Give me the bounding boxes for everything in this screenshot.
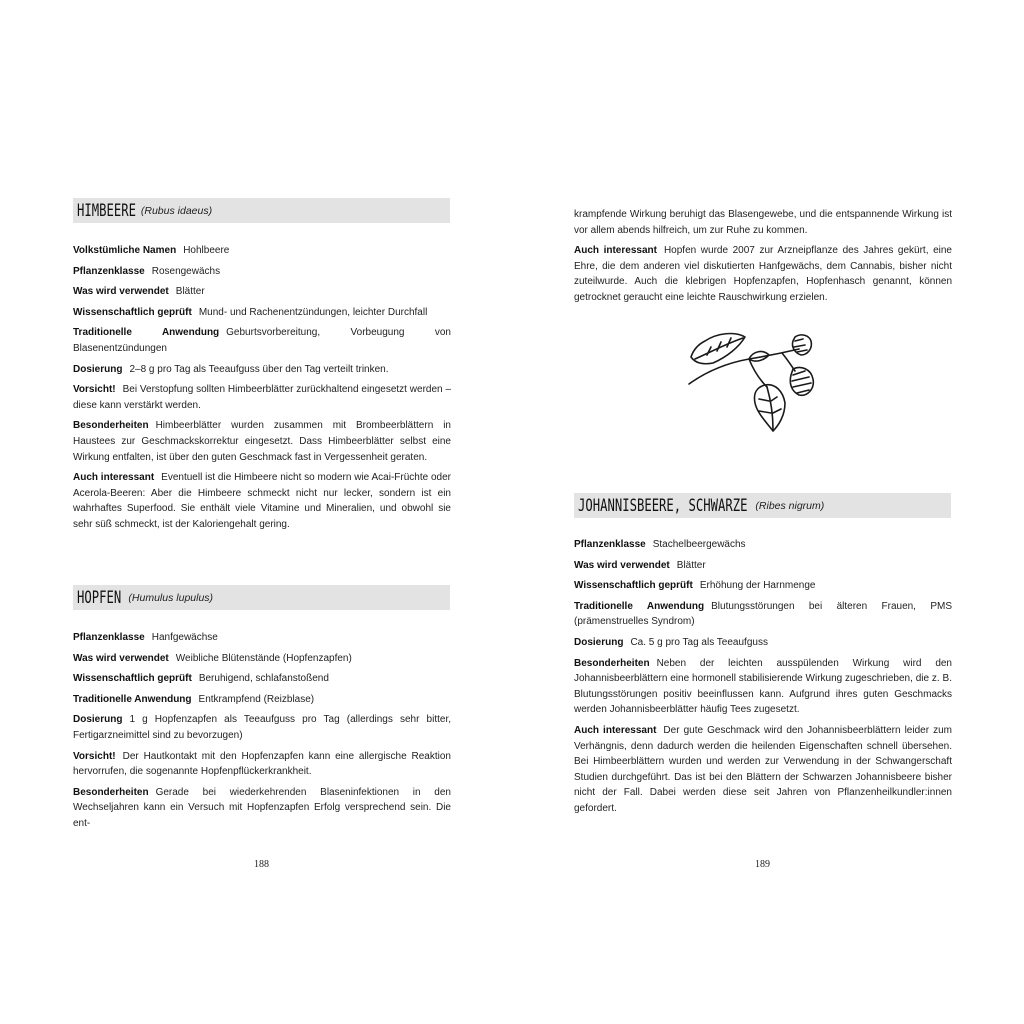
entry-label: Volkstümliche Namen [73, 245, 177, 256]
entry [73, 362, 451, 378]
entry-label: Traditionelle Anwendung [73, 327, 220, 339]
entry-text: Rosengewächs [151, 265, 221, 277]
entry-label: Was wird verwendet [73, 652, 169, 664]
right-page [574, 0, 952, 1024]
entries-hopfen [73, 630, 451, 837]
entry [73, 470, 451, 532]
entry [73, 671, 451, 687]
entry-label: Vorsicht! [73, 750, 116, 762]
entry-label: Dosierung [73, 363, 123, 375]
entry [73, 418, 451, 465]
entry-label: Besonderheiten [73, 786, 149, 798]
entry-label: Auch interessant [574, 724, 657, 736]
entry-text: 2–8 g pro Tag als Teeaufguss über den Tag verteilt trinken. [129, 363, 389, 375]
entry [73, 243, 451, 259]
entry [73, 692, 451, 708]
entry-label: Dosierung [574, 636, 624, 648]
latin-name: (Rubus idaeus) [140, 204, 213, 217]
entry-label: Was wird verwendet [73, 286, 169, 298]
heading-himbeere [73, 198, 450, 223]
entry-text: Entkrampfend (Reizblase) [198, 693, 315, 705]
entry [574, 558, 952, 574]
entry-label: Besonderheiten [73, 420, 149, 432]
entry [574, 723, 952, 817]
latin-name: (Humulus lupulus) [128, 591, 214, 604]
entry-text: Gerade bei wiederkehrenden Blaseninfektionen in den Wechseljahren kann ein Versuch mit Hopfenzapfen Erfolg versprechend sein. Die ent- [73, 786, 451, 829]
entry [574, 578, 952, 594]
entry-text: Erhöhung der Harnmenge [699, 580, 816, 592]
entry [73, 651, 451, 667]
entry-label: Pflanzenklasse [73, 632, 145, 643]
entry [574, 207, 952, 238]
entry-text: Eventuell ist die Himbeere nicht so modern wie Acai-Früchte oder Acerola-Beeren: Aber die Himbeere schmeckt nicht nur lecker, sondern ist ein wahrhaftes Superfood. Sie enthält viele Vitamine und Mineralien, und obwohl sie sehr süß schmeckt, ist der Kaloriengehalt gering. [73, 472, 451, 530]
entry [574, 243, 952, 305]
heading-hopfen [73, 585, 450, 610]
left-page [73, 0, 451, 1024]
page-number: 189 [755, 859, 770, 870]
entry-text: Hanfgewächse [151, 632, 218, 643]
entry [73, 712, 451, 743]
entry [574, 656, 952, 718]
entry [73, 325, 451, 356]
entry-text: Der gute Geschmack wird den Johannisbeerblättern leider zum Verhängnis, denn dadurch werden die heilenden Eigenschaften schnell übersehen. Bei Himbeerblättern wurden und werden zur Verwendung in der Schwangerschaft Studien durchgeführt. Das ist bei den Blättern der Schwarzen Johannisbeere bisher nicht der Fall. Dabei werden diese seit Jahren von Pflanzenheilkundler:innen gefordert. [574, 724, 952, 814]
entry-label: Was wird verwendet [574, 559, 670, 571]
entry-text: Hohlbeere [183, 245, 230, 256]
page-number: 188 [254, 859, 269, 870]
entry-label: Besonderheiten [574, 657, 650, 669]
entry [73, 749, 451, 780]
entry-text: Beruhigend, schlafanstoßend [198, 673, 329, 685]
entry-text: Blutungsstörungen bei älteren Frauen, PMS (prämenstruelles Syndrom) [574, 600, 952, 628]
entries-hopfen-continued [574, 207, 952, 311]
entry-text: krampfende Wirkung beruhigt das Blasengewebe, und die entspannende Wirkung ist vor allem abends hilfreich, um zur Ruhe zu kommen. [574, 209, 952, 236]
entry-label: Pflanzenklasse [574, 539, 646, 550]
entry-label: Auch interessant [574, 245, 657, 257]
entry-text: Ca. 5 g pro Tag als Teeaufguss [630, 636, 768, 648]
plant-name: HOPFEN [77, 587, 122, 608]
entry [574, 635, 952, 651]
entry-text: Hopfen wurde 2007 zur Arzneipflanze des Jahres gekürt, eine Ehre, die dem anderen viel diskutierten Hanfgewächs, dem Cannabis, bisher nicht zuteilwurde. Auch die klebrigen Hopfenzapfen, Hopfenhasch genannt, können getrocknet geraucht eine leichte Rauschwirkung erzielen. [574, 245, 952, 303]
entry [73, 264, 451, 280]
hop-branch-illustration [687, 329, 819, 433]
entry-label: Vorsicht! [73, 384, 116, 396]
entry-label: Traditionelle Anwendung [73, 693, 192, 705]
entries-johannisbeere [574, 537, 952, 822]
entry-label: Wissenschaftlich geprüft [574, 580, 693, 592]
entry-text: Himbeerblätter wurden zusammen mit Brombeerblättern in Haustees zur Geschmackskorrektur eingesetzt. Dass Himbeerblätter selbst eine Wirkung entfalten, ist über den guten Geschmack fast in Vergessenheit geraten. [73, 420, 451, 463]
entry-label: Wissenschaftlich geprüft [73, 306, 192, 318]
entry [73, 284, 451, 300]
entry-text: Geburtsvorbereitung, Vorbeugung von Blasenentzündungen [73, 327, 451, 354]
entry-text: 1 g Hopfenzapfen als Teeaufguss pro Tag (allerdings sehr bitter, Fertigarzneimittel sind zu bevorzugen) [73, 714, 451, 741]
plant-name: HIMBEERE [77, 200, 136, 221]
entry [574, 599, 952, 630]
plant-name: JOHANNISBEERE, SCHWARZE [578, 495, 748, 516]
entry-text: Der Hautkontakt mit den Hopfenzapfen kann eine allergische Reaktion hervorrufen, die sogenannte Hopfenpflückerkrankheit. [73, 750, 451, 778]
entry-label: Traditionelle Anwendung [574, 600, 705, 612]
entry-text: Blätter [175, 286, 205, 298]
entry-text: Weibliche Blütenstände (Hopfenzapfen) [175, 652, 352, 664]
entry-label: Pflanzenklasse [73, 265, 145, 277]
entry-text: Blätter [676, 559, 706, 571]
latin-name: (Ribes nigrum) [755, 499, 825, 512]
entry-label: Dosierung [73, 714, 123, 726]
entry-text: Mund- und Rachenentzündungen, leichter Durchfall [198, 306, 428, 318]
entries-himbeere [73, 243, 451, 538]
entry-text: Stachelbeergewächs [652, 539, 746, 550]
entry [73, 305, 451, 321]
entry-text: Neben der leichten ausspülenden Wirkung wird den Johannisbeerblättern eine hormonell stabilisierende Wirkung zugeschrieben, die z. B. Blutungsstörungen positiv beeinflussen kann. Aufgrund ihres guten Geschmacks werden Johannisbeerblätter häufig Tees zugesetzt. [574, 657, 952, 716]
entry [574, 537, 952, 553]
entry-text: Bei Verstopfung sollten Himbeerblätter zurückhaltend eingesetzt werden – diese kann verstärkt werden. [73, 384, 451, 411]
entry-label: Wissenschaftlich geprüft [73, 673, 192, 685]
entry [73, 785, 451, 832]
entry [73, 382, 451, 413]
heading-johannisbeere [574, 493, 951, 518]
entry [73, 630, 451, 646]
entry-label: Auch interessant [73, 472, 155, 484]
